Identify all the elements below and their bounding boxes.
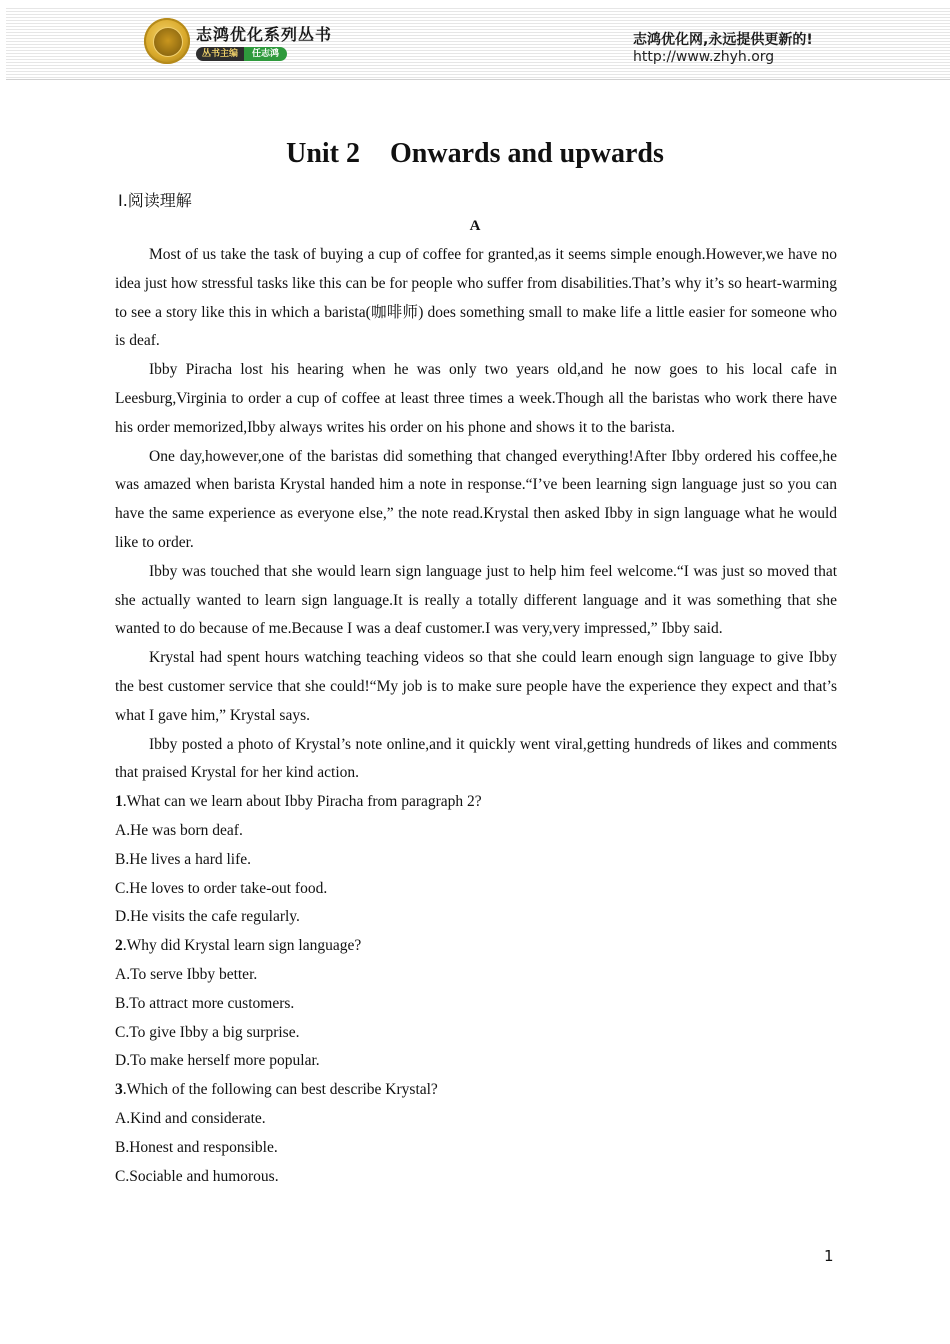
answer-option: C.To give Ibby a big surprise. <box>115 1023 300 1041</box>
question-number: 3 <box>115 1081 123 1099</box>
paragraph: Ibby was touched that she would learn sign language just to help him feel welcome.“I was just so moved that she actually wanted to learn sign language.It is really a totally different language and it was something that she wanted to do because of me.Because I was a deaf customer.I was very,very impressed,” Ibby said. <box>115 562 837 638</box>
page-title <box>0 138 950 170</box>
answer-option: A.Kind and considerate. <box>115 1109 266 1127</box>
editor-label: 丛书主编 <box>196 47 244 61</box>
paragraph: Most of us take the task of buying a cup of coffee for granted,as it seems simple enough.However,we have no idea just how stressful tasks like this can be for people who suffer from disabilities.That’s why it’s so heart-warming to see a story like this in which a barista(咖啡师) does something small to make life a little easier for someone who is deaf. <box>115 246 837 350</box>
editor-name: 任志鸿 <box>244 47 287 61</box>
question-number: 1 <box>115 793 123 811</box>
paragraph: Ibby posted a photo of Krystal’s note online,and it quickly went viral,getting hundreds of likes and comments that praised Krystal for her kind action. <box>115 735 837 782</box>
question-3 <box>115 1076 837 1105</box>
question-text: .What can we learn about Ibby Piracha from paragraph 2? <box>122 793 482 811</box>
unit-name: Onwards and upwards <box>390 138 664 169</box>
page-number: 1 <box>824 1247 834 1265</box>
paragraph: Krystal had spent hours watching teaching videos so that she could learn enough sign language to give Ibby the best customer service that she could!“My job is to make sure people have the experience they expect and that’s what I gave him,” Krystal says. <box>115 649 837 724</box>
section-heading: Ⅰ.阅读理解 <box>118 191 192 210</box>
question-text: .Which of the following can best describe Krystal? <box>122 1081 438 1099</box>
seal-emblem-icon <box>144 18 190 64</box>
header-slogan: 志鸿优化网,永远提供更新的! <box>633 32 813 48</box>
question-text: .Why did Krystal learn sign language? <box>122 937 362 955</box>
header-divider <box>6 79 950 80</box>
answer-option: D.He visits the cafe regularly. <box>115 908 300 926</box>
site-url[interactable]: http://www.zhyh.org <box>633 49 775 65</box>
answer-option: B.Honest and responsible. <box>115 1138 278 1156</box>
passage-label: A <box>469 218 481 234</box>
question-1 <box>115 788 837 817</box>
answer-option: A.He was born deaf. <box>115 821 243 839</box>
answer-option: B.He lives a hard life. <box>115 850 252 868</box>
question-2 <box>115 932 837 961</box>
answer-option: B.To attract more customers. <box>115 994 295 1012</box>
answer-option: A.To serve Ibby better. <box>115 965 258 983</box>
answer-option: C.He loves to order take-out food. <box>115 879 328 897</box>
unit-number: Unit 2 <box>286 138 361 169</box>
paragraph: Ibby Piracha lost his hearing when he was only two years old,and he now goes to his local cafe in Leesburg,Virginia to order a cup of coffee at least three times a week.Though all the baristas who work there have his order memorized,Ibby always writes his order on his phone and shows it to the barista. <box>115 361 837 436</box>
paragraph: One day,however,one of the baristas did something that changed everything!After Ibby ordered his coffee,he was amazed when barista Krystal handed him a note in response.“I’ve been learning sign language just so you can have the same experience as everyone else,” the note read.Krystal then asked Ibby in sign language what he would like to order. <box>115 447 837 551</box>
answer-option: C.Sociable and humorous. <box>115 1167 279 1185</box>
series-title: 志鸿优化系列丛书 <box>196 25 333 44</box>
answer-option: D.To make herself more popular. <box>115 1052 320 1070</box>
editor-badge <box>196 47 287 61</box>
reading-content <box>115 241 837 1191</box>
question-number: 2 <box>115 937 123 955</box>
